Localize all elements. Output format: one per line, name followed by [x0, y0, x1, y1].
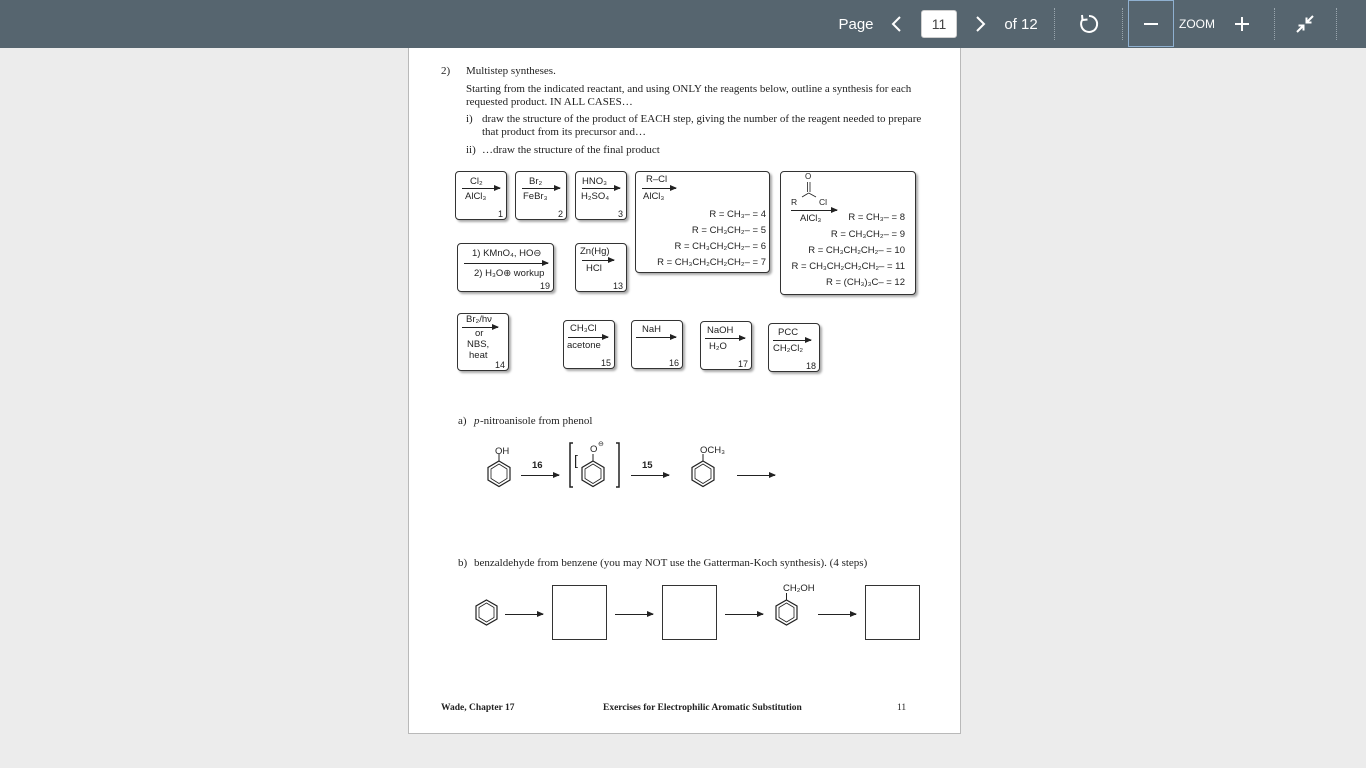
- reagent-text: O: [805, 172, 812, 181]
- reagent-box-4-7: [635, 171, 770, 273]
- reagent-text: HCl: [586, 263, 602, 274]
- reagent-option: R = CH₃CH₂– = 9: [830, 229, 905, 240]
- reagent-option: R = CH₃– = 8: [848, 212, 905, 223]
- part-a-italic: p: [474, 415, 480, 427]
- reaction-arrow: [505, 614, 543, 615]
- zoom-label: ZOOM: [1179, 17, 1215, 31]
- reagent-text: 2) H₃O⊕ workup: [474, 268, 545, 279]
- reaction-arrow: [737, 475, 775, 476]
- reagent-text: or: [475, 328, 484, 339]
- answer-box[interactable]: [552, 585, 607, 640]
- reagent-box-3: [575, 171, 627, 220]
- reagent-number: 16: [668, 358, 679, 368]
- viewer-toolbar: [0, 0, 1366, 48]
- reagent-text: heat: [469, 350, 488, 361]
- zoom-in-button[interactable]: [1226, 0, 1258, 48]
- reaction-arrow: [568, 337, 608, 338]
- reagent-text: H₂O: [709, 341, 727, 352]
- toolbar-divider: [1336, 8, 1337, 40]
- reagent-text: R–Cl: [646, 174, 668, 185]
- toolbar-divider: [1122, 8, 1123, 40]
- zoom-out-button[interactable]: [1128, 0, 1174, 47]
- toolbar-divider: [1274, 8, 1275, 40]
- reagent-number: 2: [557, 209, 563, 219]
- oxygen-label: O: [590, 444, 598, 455]
- previous-page-button[interactable]: [884, 0, 910, 48]
- reagent-option: R = CH₃CH₂CH₂CH₂– = 7: [657, 257, 766, 268]
- reagent-box-16: [631, 320, 683, 369]
- reagent-number: 3: [617, 209, 623, 219]
- bracket-left: [: [574, 452, 578, 468]
- reagent-number: 13: [612, 281, 623, 291]
- page-label: Page: [838, 15, 874, 33]
- reaction-arrow: [582, 188, 620, 189]
- reagent-box-19: [457, 243, 554, 292]
- document-page: [408, 48, 961, 734]
- reaction-arrow: [522, 188, 560, 189]
- bracket-right: [616, 442, 620, 488]
- part-a-label: a): [458, 415, 467, 427]
- reagent-number: 19: [539, 281, 550, 291]
- negative-charge-label: ⊖: [598, 441, 604, 448]
- reaction-arrow: [773, 340, 811, 341]
- collapse-icon: [1295, 14, 1315, 34]
- benzyl-alcohol-structure: [775, 593, 799, 628]
- reagent-option: R = CH₃– = 4: [709, 209, 766, 220]
- minus-icon: [1129, 1, 1173, 46]
- phenoxide-structure: [580, 454, 608, 490]
- reaction-arrow: [615, 614, 653, 615]
- reaction-arrow: [464, 263, 548, 264]
- reaction-arrow: [462, 188, 500, 189]
- reagent-text: PCC: [778, 327, 799, 338]
- reagent-box-13: [575, 243, 627, 292]
- reagent-text: Cl₂: [470, 176, 483, 187]
- reagent-text: Zn(Hg): [580, 246, 610, 257]
- reagent-number: 18: [805, 361, 816, 371]
- reaction-arrow: [631, 475, 669, 476]
- reagent-box-15: [563, 320, 615, 369]
- reagent-text: NBS,: [467, 339, 490, 350]
- page-number-input[interactable]: [921, 10, 957, 38]
- problem-number: 2): [441, 65, 451, 77]
- part-b-label: b): [458, 557, 468, 569]
- reagent-text: Br₂: [529, 176, 543, 187]
- part-a-title: -nitroanisole from phenol: [480, 415, 593, 427]
- item-text: …draw the structure of the final product: [482, 144, 660, 156]
- rotate-icon: [1078, 13, 1100, 35]
- reagent-box-2: [515, 171, 567, 220]
- methoxy-label: OCH₃: [700, 445, 725, 456]
- item-number: i): [466, 113, 473, 125]
- total-pages: of 12: [1004, 15, 1038, 33]
- reagent-text: AlCl₃: [643, 191, 665, 202]
- reagent-text: CH₂Cl₂: [773, 343, 804, 354]
- reaction-arrow: [725, 614, 763, 615]
- reagent-text: 1) KMnO₄, HO⊖: [472, 248, 542, 259]
- reaction-arrow: [642, 188, 676, 189]
- hydroxymethyl-label: CH₂OH: [783, 583, 815, 594]
- reagent-box-18: [768, 323, 820, 372]
- next-page-button[interactable]: [967, 0, 993, 48]
- reaction-arrow: [636, 337, 676, 338]
- exit-fullscreen-button[interactable]: [1290, 0, 1320, 48]
- part-b-title: benzaldehyde from benzene (you may NOT use the Gatterman-Koch synthesis). (4 steps): [474, 557, 868, 569]
- reagent-text: CH₃Cl: [570, 323, 597, 334]
- reagent-text: Cl: [819, 197, 828, 207]
- answer-box[interactable]: [865, 585, 920, 640]
- item-text: draw the structure of the product of EACH step, giving the number of the reagent needed to prepare: [482, 113, 922, 125]
- answer-box[interactable]: [662, 585, 717, 640]
- reaction-arrow: [791, 210, 837, 211]
- reagent-option: R = CH₃CH₂CH₂CH₂– = 11: [791, 261, 905, 272]
- footer-chapter: Wade, Chapter 17: [441, 703, 515, 713]
- reaction-arrow: [705, 338, 745, 339]
- reagent-box-17: [700, 321, 752, 370]
- reagent-option: R = (CH₃)₃C– = 12: [825, 277, 905, 288]
- reagent-number: 15: [600, 358, 611, 368]
- reagent-option: R = CH₃CH₂CH₂– = 6: [674, 241, 766, 252]
- reaction-arrow: [521, 475, 559, 476]
- reagent-text: Br₂/hν: [466, 314, 492, 325]
- plus-icon: [1234, 16, 1250, 32]
- reagent-text: FeBr₃: [523, 191, 548, 202]
- footer-page-number: 11: [897, 703, 907, 713]
- reagent-text: AlCl₃: [465, 191, 487, 202]
- reagent-box-1: [455, 171, 507, 220]
- item-text: that product from its precursor and…: [482, 126, 647, 138]
- reagent-number: 14: [494, 360, 505, 370]
- item-number: ii): [466, 144, 476, 156]
- intro-text: requested product. IN ALL CASES…: [466, 96, 633, 108]
- reagent-text: AlCl₃: [800, 213, 822, 224]
- reagent-text: HNO₃: [582, 176, 607, 187]
- footer-title: Exercises for Electrophilic Aromatic Substitution: [603, 703, 802, 713]
- phenol-structure: [486, 454, 514, 490]
- reaction-arrow: [818, 614, 856, 615]
- reagent-text: NaH: [642, 324, 662, 335]
- reagent-number: 1: [497, 209, 503, 219]
- anisole-structure: [690, 454, 718, 490]
- problem-title: Multistep syntheses.: [466, 65, 556, 77]
- rotate-button[interactable]: [1072, 0, 1106, 48]
- step-number: 16: [532, 460, 543, 471]
- reagent-box-14: [457, 313, 509, 371]
- reagent-text: H₂SO₄: [581, 191, 610, 202]
- bracket-left: [569, 442, 573, 488]
- chevron-right-icon: [973, 15, 987, 33]
- reaction-arrow: [582, 260, 614, 261]
- intro-text: Starting from the indicated reactant, and using ONLY the reagents below, outline a synthesis for each: [466, 83, 912, 95]
- reagent-option: R = CH₃CH₂CH₂– = 10: [808, 245, 905, 256]
- reagent-option: R = CH₃CH₂– = 5: [691, 225, 766, 236]
- reagent-number: 17: [737, 359, 748, 369]
- benzene-structure: [475, 599, 499, 627]
- step-number: 15: [642, 460, 653, 471]
- reagent-text: NaOH: [707, 325, 734, 336]
- hydroxyl-label: OH: [495, 446, 510, 457]
- chevron-left-icon: [890, 15, 904, 33]
- reagent-box-8-12: [780, 171, 916, 295]
- reagent-text: acetone: [567, 340, 601, 351]
- reagent-text: R: [791, 197, 798, 207]
- toolbar-divider: [1054, 8, 1055, 40]
